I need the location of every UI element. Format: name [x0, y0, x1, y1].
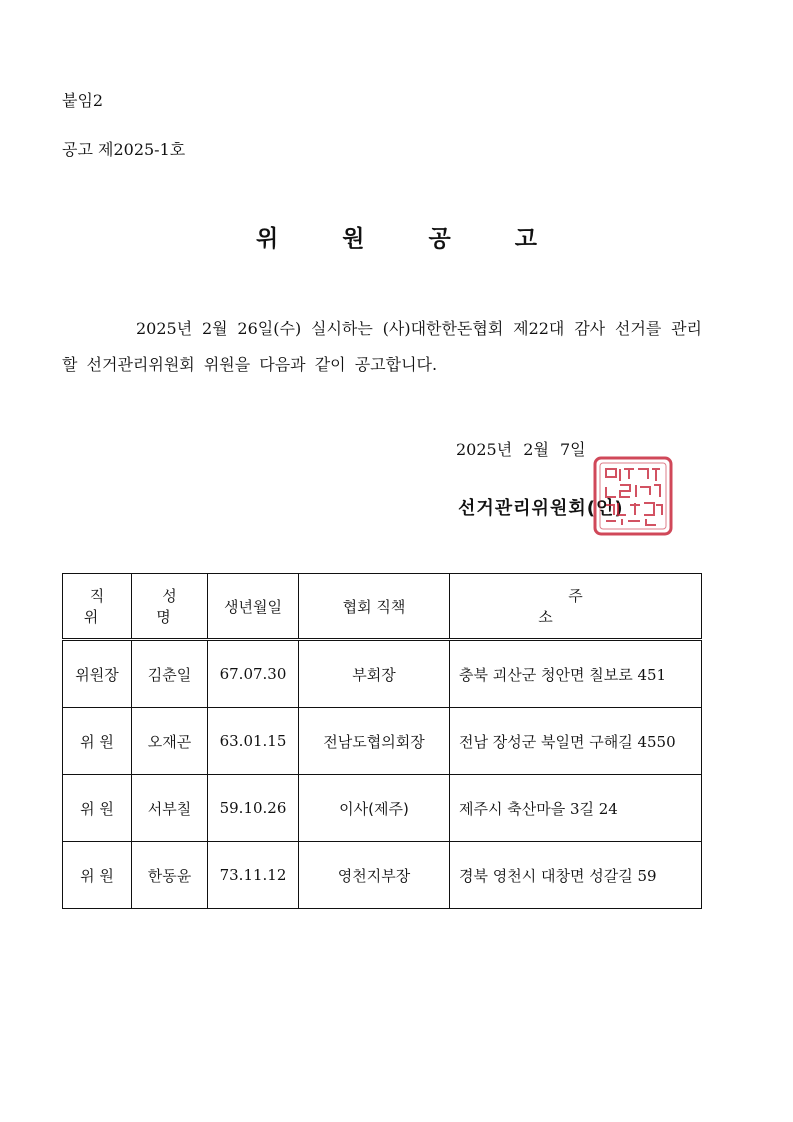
cell-role: 전남도협의회장 [299, 708, 450, 775]
notice-number: 공고 제2025-1호 [62, 140, 186, 159]
table-row [63, 708, 702, 775]
cell-birthdate: 59.10.26 [208, 775, 299, 842]
header-name: 성 명 [132, 574, 208, 640]
cell-name: 김춘일 [132, 640, 208, 708]
cell-address: 충북 괴산군 청안면 칠보로 451 [450, 640, 702, 708]
cell-address: 제주시 축산마을 3길 24 [450, 775, 702, 842]
cell-position: 위원장 [63, 640, 132, 708]
notice-date: 2025년 2월 7일 [456, 440, 586, 459]
notice-body: 2025년 2월 26일(수) 실시하는 (사)대한한돈협회 제22대 감사 선거를 관리할 선거관리위원회 위원을 다음과 같이 공고합니다. [62, 319, 702, 374]
cell-role: 부회장 [299, 640, 450, 708]
cell-name: 서부칠 [132, 775, 208, 842]
cell-name: 오재곤 [132, 708, 208, 775]
table-row [63, 842, 702, 909]
header-birthdate: 생년월일 [208, 574, 299, 640]
cell-address: 전남 장성군 북일면 구해길 4550 [450, 708, 702, 775]
header-association-role: 협회 직책 [299, 574, 450, 640]
cell-position: 위 원 [63, 842, 132, 909]
committee-members-table [62, 573, 702, 909]
cell-position: 위 원 [63, 775, 132, 842]
committee-signature: 선거관리위원회(인) [458, 498, 624, 519]
cell-address: 경북 영천시 대창면 성갈길 59 [450, 842, 702, 909]
cell-birthdate: 73.11.12 [208, 842, 299, 909]
header-address: 주 소 [450, 574, 702, 640]
table-row [63, 640, 702, 708]
cell-role: 영천지부장 [299, 842, 450, 909]
cell-name: 한동윤 [132, 842, 208, 909]
cell-birthdate: 67.07.30 [208, 640, 299, 708]
header-position: 직 위 [63, 574, 132, 640]
cell-birthdate: 63.01.15 [208, 708, 299, 775]
table-header-row [63, 574, 702, 640]
attachment-label: 붙임2 [62, 91, 104, 110]
table-row [63, 775, 702, 842]
document-title: 위 원 공 고 [256, 226, 565, 252]
cell-role: 이사(제주) [299, 775, 450, 842]
official-seal-icon [592, 455, 674, 537]
cell-position: 위 원 [63, 708, 132, 775]
